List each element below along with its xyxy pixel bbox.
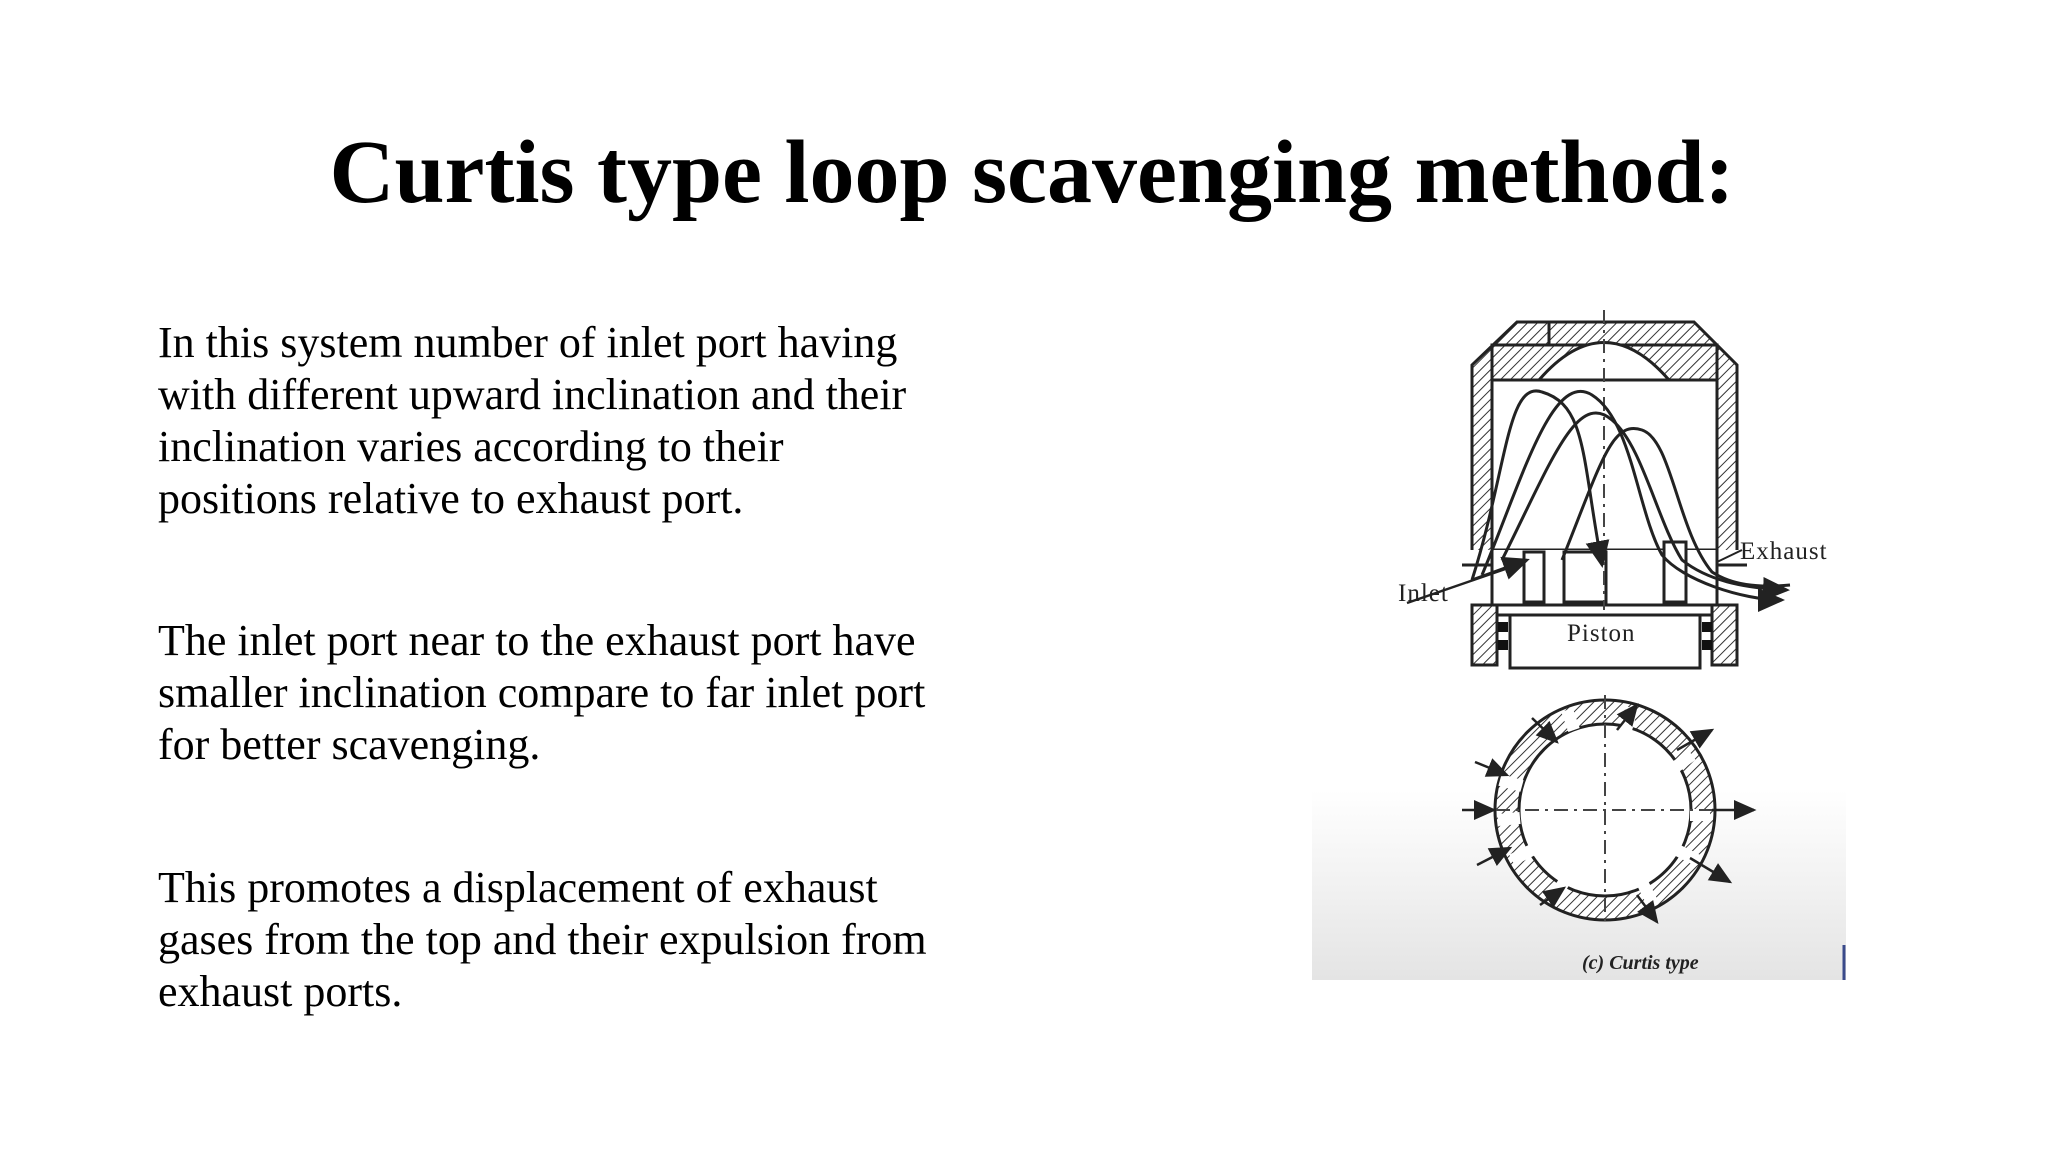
paragraph-line: inclination varies according to their <box>158 422 784 471</box>
piston-ring <box>1498 640 1508 650</box>
paragraph-displacement <box>158 862 1038 1018</box>
lower-wall-right <box>1712 605 1737 665</box>
exhaust-label: Exhaust <box>1740 538 1828 565</box>
piston-ring <box>1702 622 1712 632</box>
paragraph-line: This promotes a displacement of exhaust <box>158 863 878 912</box>
port-bridge <box>1524 552 1544 602</box>
inlet-label: Inlet <box>1398 580 1449 607</box>
piston-ring <box>1702 640 1712 650</box>
figure-caption: (c) Curtis type <box>1582 952 1699 974</box>
paragraph-line: for better scavenging. <box>158 720 541 769</box>
paragraph-line: In this system number of inlet port having <box>158 318 898 367</box>
paragraph-inlet-inclination <box>158 317 1038 525</box>
paragraph-smaller-inclination <box>158 615 1038 771</box>
piston-label: Piston <box>1567 620 1636 647</box>
paragraph-line: gases from the top and their expulsion from <box>158 915 927 964</box>
paragraph-line: smaller inclination compare to far inlet port <box>158 668 926 717</box>
slide-title: Curtis type loop scavenging method: <box>329 123 1735 222</box>
lower-wall-left <box>1472 605 1497 665</box>
piston-ring <box>1498 622 1508 632</box>
curtis-type-diagram <box>1312 310 1846 980</box>
paragraph-line: with different upward inclination and their <box>158 370 907 419</box>
paragraph-line: exhaust ports. <box>158 967 403 1016</box>
paragraph-line: The inlet port near to the exhaust port have <box>158 616 916 665</box>
paragraph-line: positions relative to exhaust port. <box>158 474 744 523</box>
